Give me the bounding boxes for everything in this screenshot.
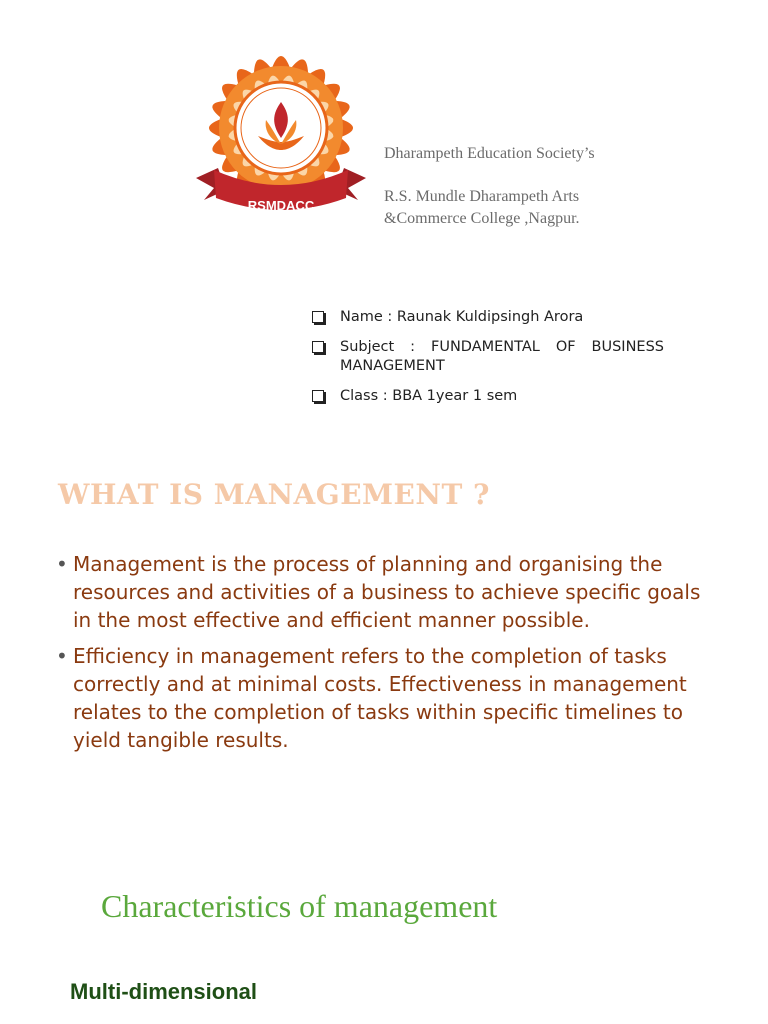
checkbox-bullet-icon <box>312 311 324 323</box>
college-name-line1: R.S. Mundle Dharampeth Arts <box>384 188 580 205</box>
checkbox-bullet-icon <box>312 341 324 353</box>
info-text-continued: MANAGEMENT <box>340 358 445 374</box>
bullet-dot-icon: • <box>56 552 68 576</box>
college-emblem-logo <box>196 50 366 222</box>
characteristic-heading: Multi-dimensional <box>70 979 257 1004</box>
bullet-text: Efficiency in management refers to the completion of tasks correctly and at minimal costs. Effectiveness in management relates to the completion of tasks within specific timelines to yield tangible results. <box>73 644 687 752</box>
bullet-item <box>56 550 716 634</box>
characteristics-title: Characteristics of management <box>101 888 498 924</box>
bullet-text: Management is the process of planning and organising the resources and activities of a business to achieve specific goals in the most effective and efficient manner possible. <box>73 552 701 632</box>
info-item-class <box>312 387 664 406</box>
bullet-item <box>56 642 716 754</box>
society-name: Dharampeth Education Society’s <box>384 145 595 162</box>
info-text: Class : BBA 1year 1 sem <box>340 388 518 404</box>
student-info-list <box>312 308 664 417</box>
definition-bullets <box>56 550 716 762</box>
info-item-name <box>312 308 664 327</box>
bullet-dot-icon: • <box>56 644 68 668</box>
info-text: Subject : FUNDAMENTAL OF BUSINESS <box>340 339 664 355</box>
info-text: Name : Raunak Kuldipsingh Arora <box>340 309 584 325</box>
info-item-subject <box>312 338 664 376</box>
college-name-line2: &Commerce College ,Nagpur. <box>384 210 580 227</box>
emblem-banner-text: RSMDACC <box>247 198 315 213</box>
college-name <box>384 186 580 230</box>
section-title: WHAT IS MANAGEMENT ? <box>58 478 490 511</box>
checkbox-bullet-icon <box>312 390 324 402</box>
